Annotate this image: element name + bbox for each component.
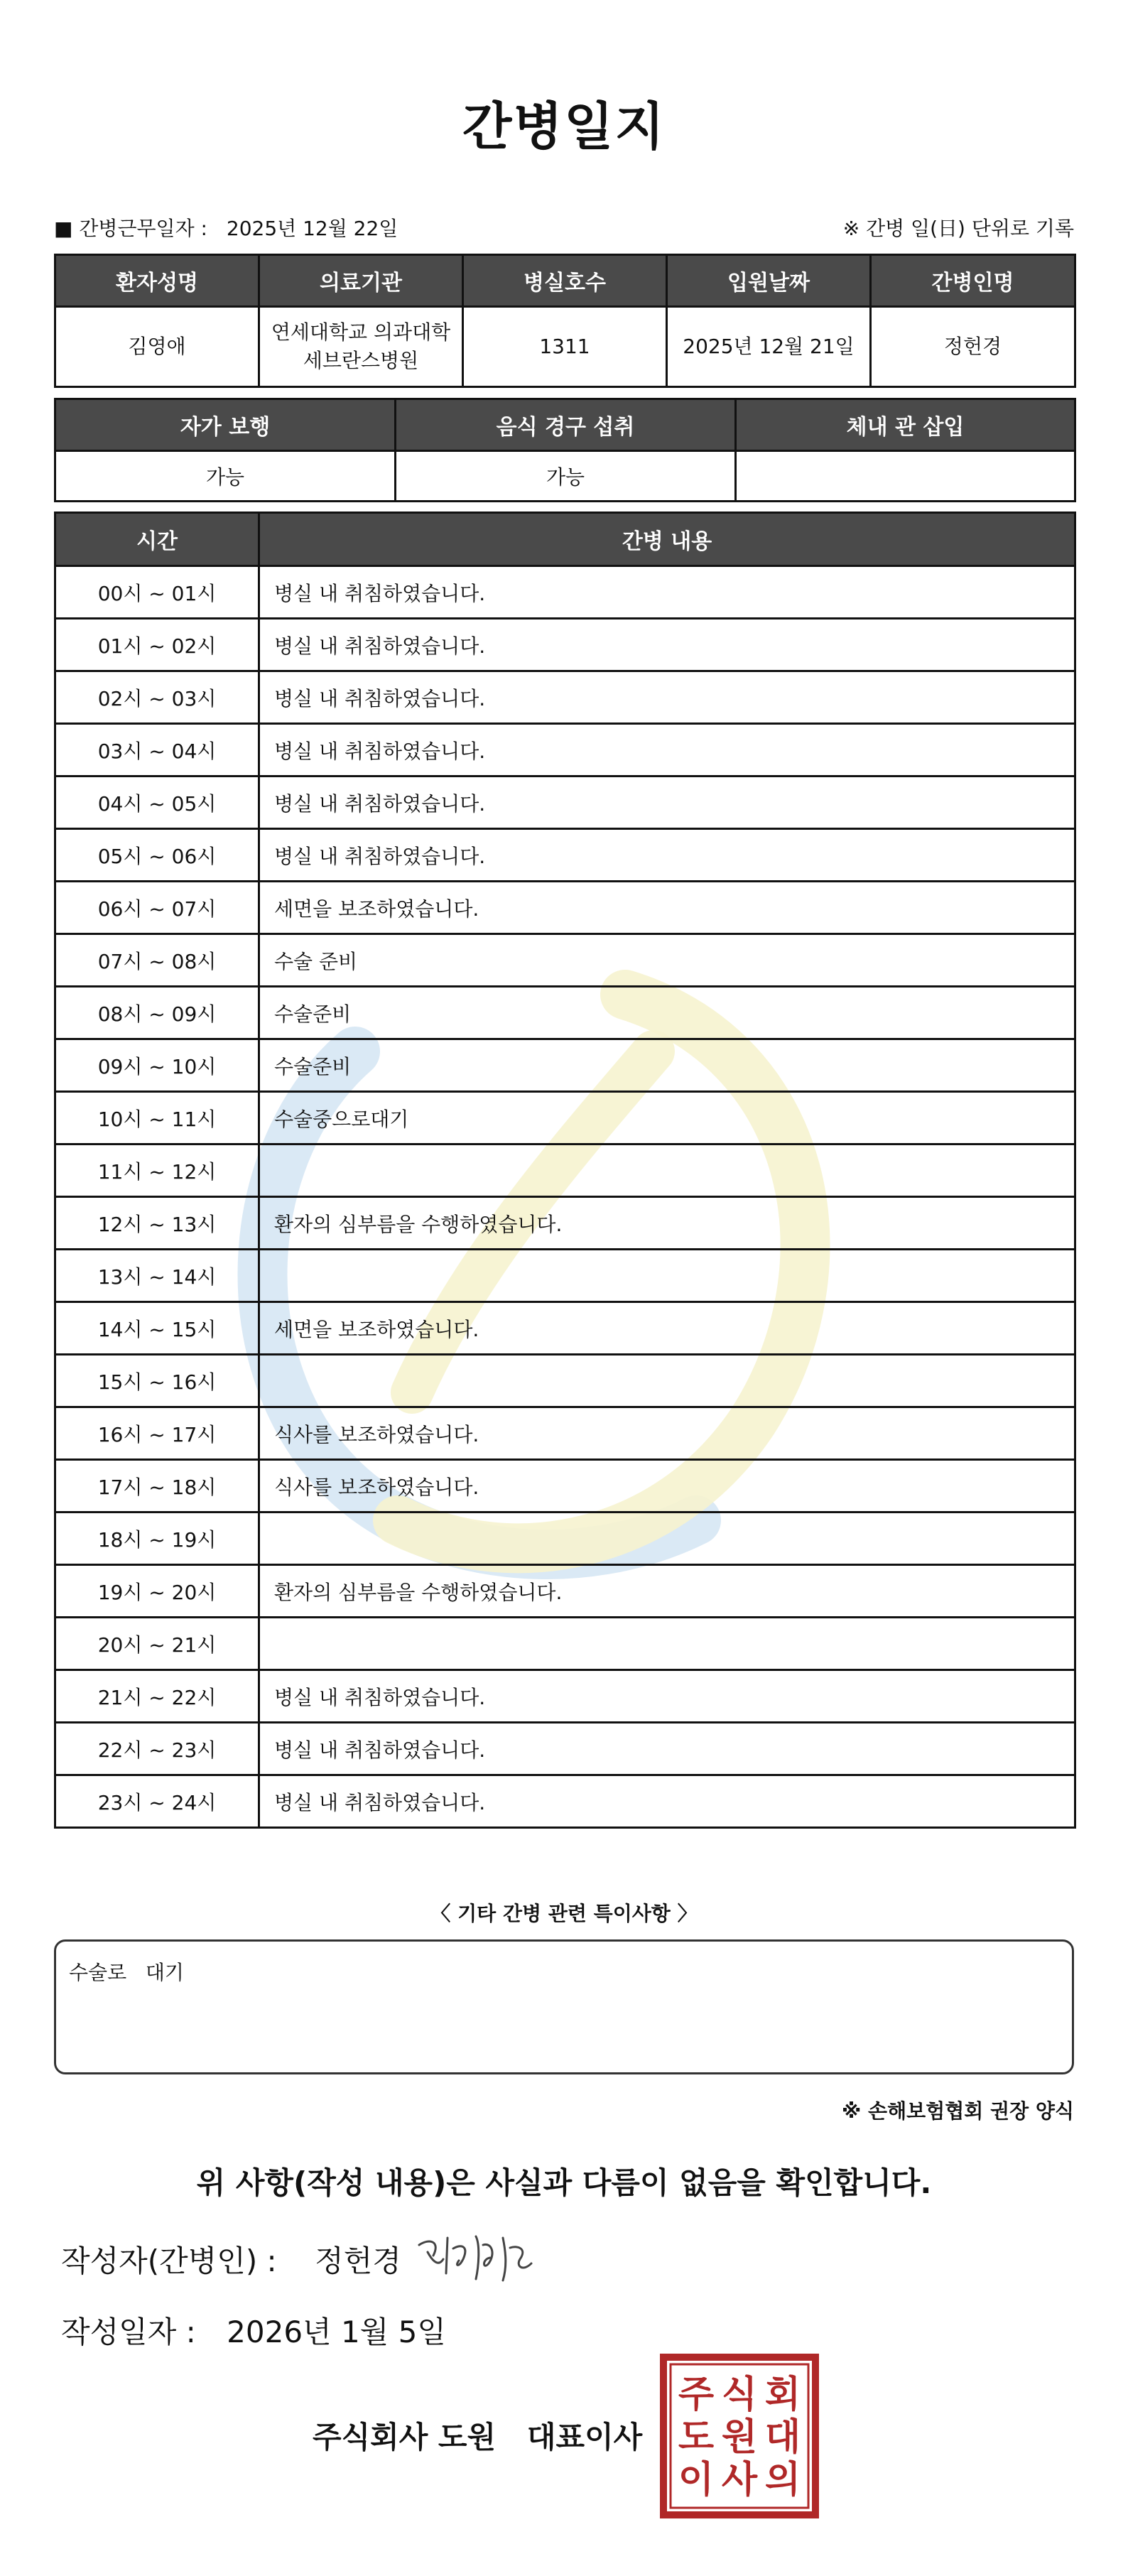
care-log-time: 19시 ~ 20시 — [55, 1565, 259, 1618]
care-log-content: 세면을 보조하였습니다. — [259, 1302, 1075, 1355]
header-self-walking: 자가 보행 — [55, 399, 396, 451]
care-log-time: 09시 ~ 10시 — [55, 1039, 259, 1092]
care-log-content: 수술준비 — [259, 1039, 1075, 1092]
care-log-content: 병실 내 취침하였습니다. — [259, 1723, 1075, 1775]
self-walking-value: 가능 — [55, 451, 396, 502]
work-date-value: 2025년 12월 22일 — [226, 217, 398, 240]
care-log-time: 07시 ~ 08시 — [55, 934, 259, 987]
svg-text:대: 대 — [764, 2416, 801, 2459]
svg-text:사: 사 — [721, 2459, 758, 2501]
care-log-content: 식사를 보조하였습니다. — [259, 1407, 1075, 1460]
care-log-content: 수술준비 — [259, 987, 1075, 1039]
care-log-row — [55, 987, 1075, 1039]
writer-line — [61, 2238, 401, 2280]
care-log-content: 병실 내 취침하였습니다. — [259, 671, 1075, 724]
tube-insertion-value — [736, 451, 1075, 502]
care-log-time: 01시 ~ 02시 — [55, 619, 259, 671]
document-title: 간병일지 — [462, 97, 666, 156]
oral-intake-value: 가능 — [396, 451, 736, 502]
work-date — [54, 213, 398, 242]
care-log-row — [55, 1565, 1075, 1618]
care-log-time: 06시 ~ 07시 — [55, 882, 259, 934]
svg-text:원: 원 — [721, 2416, 758, 2459]
svg-text:의: 의 — [764, 2459, 801, 2501]
care-log-time: 08시 ~ 09시 — [55, 987, 259, 1039]
handwritten-signature-icon — [412, 2217, 547, 2295]
care-log-time: 15시 ~ 16시 — [55, 1355, 259, 1407]
header-time: 시간 — [55, 513, 259, 566]
header-admission-date: 입원날짜 — [667, 255, 871, 307]
care-log-time: 12시 ~ 13시 — [55, 1197, 259, 1250]
svg-text:회: 회 — [764, 2374, 801, 2416]
care-log-row — [55, 724, 1075, 776]
care-log-time: 22시 ~ 23시 — [55, 1723, 259, 1775]
care-log-row — [55, 1460, 1075, 1512]
writer-label: 작성자(간병인) : — [61, 2244, 277, 2278]
notes-box — [54, 1939, 1074, 2074]
care-log-content: 식사를 보조하였습니다. — [259, 1460, 1075, 1512]
care-log-row — [55, 1723, 1075, 1775]
meta-row — [54, 213, 1074, 242]
svg-text:주: 주 — [678, 2374, 715, 2416]
header-tube-insertion: 체내 관 삽입 — [736, 399, 1075, 451]
patient-info-table — [54, 254, 1076, 388]
care-log-row — [55, 1618, 1075, 1670]
care-log-content: 병실 내 취침하였습니다. — [259, 566, 1075, 619]
hospital-name: 연세대학교 의과대학 세브란스병원 — [259, 307, 463, 387]
care-log-content: 병실 내 취침하였습니다. — [259, 829, 1075, 882]
care-log-time: 04시 ~ 05시 — [55, 776, 259, 829]
header-caregiver-name: 간병인명 — [871, 255, 1075, 307]
company-representative: 주식회사 도원 대표이사 — [313, 2420, 643, 2455]
care-log-time: 02시 ~ 03시 — [55, 671, 259, 724]
admission-date: 2025년 12월 21일 — [667, 307, 871, 387]
care-log-content — [259, 1250, 1075, 1302]
header-oral-intake: 음식 경구 섭취 — [396, 399, 736, 451]
care-log-content: 병실 내 취침하였습니다. — [259, 1670, 1075, 1723]
written-date-value: 2026년 1월 5일 — [227, 2315, 446, 2349]
header-hospital: 의료기관 — [259, 255, 463, 307]
patient-status-value-row — [55, 451, 1075, 502]
work-date-label: ■ 간병근무일자 : — [54, 217, 207, 240]
care-log-content: 환자의 심부름을 수행하였습니다. — [259, 1197, 1075, 1250]
care-log-time: 17시 ~ 18시 — [55, 1460, 259, 1512]
care-log-row — [55, 934, 1075, 987]
care-log-content: 병실 내 취침하였습니다. — [259, 724, 1075, 776]
care-log-time: 03시 ~ 04시 — [55, 724, 259, 776]
care-log-time: 23시 ~ 24시 — [55, 1775, 259, 1828]
care-log-row — [55, 1144, 1075, 1197]
notes-text: 수술로 대기 — [69, 1961, 184, 1984]
svg-text:이: 이 — [678, 2459, 715, 2501]
patient-status-header-row — [55, 399, 1075, 451]
care-log-content — [259, 1144, 1075, 1197]
room-number: 1311 — [463, 307, 667, 387]
care-log-header-row — [55, 513, 1075, 566]
care-log-table — [54, 512, 1076, 1829]
daily-record-note: ※ 간병 일(日) 단위로 기록 — [842, 217, 1074, 240]
care-log-content: 환자의 심부름을 수행하였습니다. — [259, 1565, 1075, 1618]
confirmation-statement: 위 사항(작성 내용)은 사실과 다름이 없음을 확인합니다. — [196, 2165, 932, 2200]
notes-title: 〈 기타 간병 관련 특이사항 〉 — [430, 1902, 698, 1925]
svg-text:도: 도 — [678, 2416, 715, 2459]
care-log-row — [55, 1039, 1075, 1092]
care-log-time: 18시 ~ 19시 — [55, 1512, 259, 1565]
care-log-row — [55, 1512, 1075, 1565]
care-log-time: 10시 ~ 11시 — [55, 1092, 259, 1144]
header-patient-name: 환자성명 — [55, 255, 259, 307]
care-log-row — [55, 1775, 1075, 1828]
care-log-time: 00시 ~ 01시 — [55, 566, 259, 619]
care-log-time: 05시 ~ 06시 — [55, 829, 259, 882]
patient-status-table — [54, 398, 1076, 502]
care-log-row — [55, 1302, 1075, 1355]
care-log-row — [55, 776, 1075, 829]
caregiver-name: 정헌경 — [871, 307, 1075, 387]
care-log-row — [55, 882, 1075, 934]
care-log-content: 수술 준비 — [259, 934, 1075, 987]
care-log-row — [55, 566, 1075, 619]
care-log-row — [55, 671, 1075, 724]
care-log-content: 병실 내 취침하였습니다. — [259, 1775, 1075, 1828]
care-log-content: 세면을 보조하였습니다. — [259, 882, 1075, 934]
care-log-time: 16시 ~ 17시 — [55, 1407, 259, 1460]
written-date-line — [61, 2309, 446, 2352]
care-log-row — [55, 1092, 1075, 1144]
care-log-row — [55, 1355, 1075, 1407]
care-log-time: 11시 ~ 12시 — [55, 1144, 259, 1197]
care-log-row — [55, 1670, 1075, 1723]
care-log-rows — [55, 566, 1075, 1828]
patient-name: 김영애 — [55, 307, 259, 387]
care-log-time: 13시 ~ 14시 — [55, 1250, 259, 1302]
patient-info-value-row — [55, 307, 1075, 387]
care-log-content — [259, 1618, 1075, 1670]
care-log-time: 14시 ~ 15시 — [55, 1302, 259, 1355]
care-log-content — [259, 1355, 1075, 1407]
care-log-time: 21시 ~ 22시 — [55, 1670, 259, 1723]
writer-name: 정헌경 — [315, 2244, 401, 2278]
svg-text:식: 식 — [721, 2374, 758, 2416]
form-source-note: ※ 손해보험협회 권장 양식 — [842, 2099, 1074, 2123]
care-log-row — [55, 619, 1075, 671]
header-room-number: 병실호수 — [463, 255, 667, 307]
care-log-time: 20시 ~ 21시 — [55, 1618, 259, 1670]
care-log-row — [55, 829, 1075, 882]
care-log-content: 병실 내 취침하였습니다. — [259, 619, 1075, 671]
company-seal-stamp-icon — [659, 2353, 820, 2519]
header-care-content: 간병 내용 — [259, 513, 1075, 566]
care-log-row — [55, 1250, 1075, 1302]
care-log-row — [55, 1407, 1075, 1460]
care-log-content: 병실 내 취침하였습니다. — [259, 776, 1075, 829]
written-date-label: 작성일자 : — [61, 2315, 196, 2349]
patient-info-header-row — [55, 255, 1075, 307]
care-log-content — [259, 1512, 1075, 1565]
care-log-row — [55, 1197, 1075, 1250]
care-log-content: 수술중으로대기 — [259, 1092, 1075, 1144]
